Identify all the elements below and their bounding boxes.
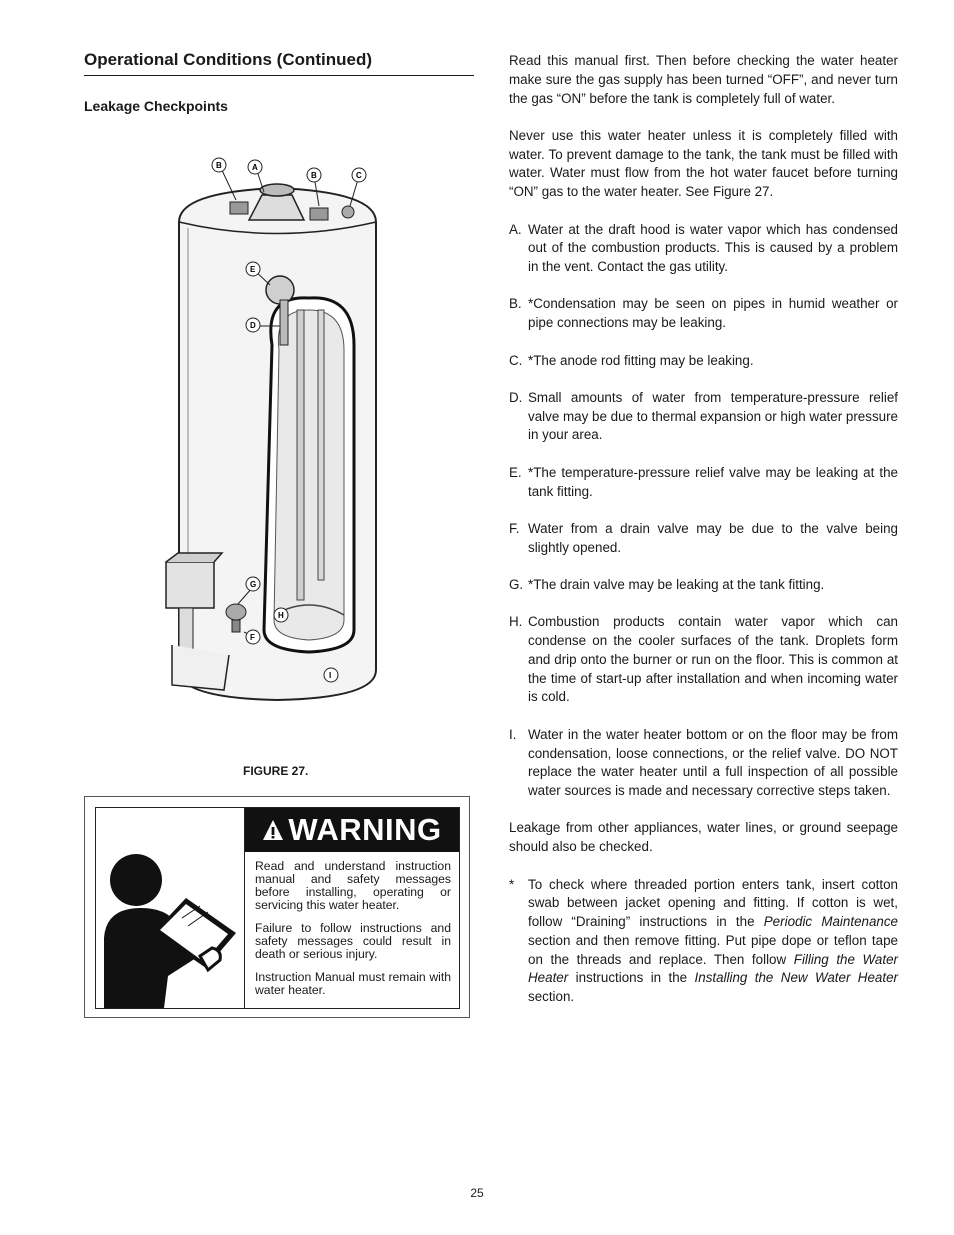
svg-text:D: D	[250, 321, 256, 330]
figure-caption: FIGURE 27.	[243, 764, 309, 778]
list-item: F. Water from a drain valve may be due to the valve being slightly opened.	[509, 520, 898, 555]
callout-h	[274, 608, 288, 622]
footnote: * To check where threaded portion enters tank, insert cotton swab between jacket opening and fitting. If cotton is wet, follow “Draining” instructions in the Periodic Maintenance section and then remove fitting. Put pipe dope or teflon tape on the threads and replace. Then follow Filling the Water Heater instructions in the Installing the New Water Heater section.	[509, 876, 898, 1005]
warning-header-text: WARNING	[288, 812, 442, 847]
list-item: C. *The anode rod fitting may be leaking.	[509, 352, 754, 368]
svg-text:H: H	[278, 611, 284, 620]
list-item: B. *Condensation may be seen on pipes in humid weather or pipe connections may be leaking.	[509, 296, 898, 331]
intro-paragraph-1: Read this manual first. Then before checking the water heater make sure the gas supply has been turned “OFF”, and never turn the gas “ON” before the tank is completely full of water.	[509, 53, 898, 106]
warning-paragraph-2: Failure to follow instructions and safety messages could result in death or serious injury.	[255, 921, 451, 961]
sub-title: Leakage Checkpoints	[84, 98, 228, 114]
list-item: H. Combustion products contain water vapor which can condense on the cooler surfaces of the tank. Droplets form and drip onto the burner or run on the floor. This is common at the time of start-up after installation and when incoming water is cold.	[509, 614, 898, 705]
warning-label-inner	[95, 807, 460, 1009]
warning-triangle-icon	[262, 819, 284, 841]
list-item: I. Water in the water heater bottom or on the floor may be from condensation, loose connections, or the relief valve. DO NOT replace the water heater until a full inspection of all possible water sources is made and necessary corrective steps taken.	[509, 726, 898, 799]
svg-text:G: G	[250, 580, 257, 589]
person-reading-manual-icon	[96, 808, 242, 1008]
water-heater-illustration	[84, 150, 474, 710]
warning-paragraph-1: Read and understand instruction manual and safety messages before installing, operating or servicing this water heater.	[255, 859, 451, 912]
right-column	[509, 52, 898, 1026]
water-heater-figure	[84, 150, 474, 710]
svg-text:B: B	[311, 171, 317, 180]
list-item: G. *The drain valve may be leaking at the tank fitting.	[509, 576, 825, 592]
svg-text:E: E	[250, 265, 256, 274]
svg-text:B: B	[216, 161, 222, 170]
warning-paragraph-3: Instruction Manual must remain with water heater.	[255, 970, 451, 997]
intro-paragraph-2: Never use this water heater unless it is completely filled with water. To prevent damage to the tank, the tank must be filled with water. Water must flow from the hot water faucet before turning “ON” gas to the water heater. See Figure 27.	[509, 127, 898, 200]
svg-text:C: C	[356, 171, 362, 180]
svg-text:F: F	[250, 633, 255, 642]
warning-label	[84, 796, 470, 1018]
svg-text:A: A	[252, 163, 258, 172]
warning-text	[255, 860, 451, 1007]
list-item: A. Water at the draft hood is water vapor which has condensed out of the combustion products. This is caused by a problem in the vent. Contact the gas utility.	[509, 221, 898, 275]
callout-i	[324, 668, 338, 682]
warning-header	[245, 808, 459, 852]
page-number: 25	[470, 1186, 484, 1200]
section-title: Operational Conditions (Continued)	[84, 50, 474, 76]
list-item: D. Small amounts of water from temperature-pressure relief valve may be due to thermal expansion or high water pressure in your area.	[509, 389, 898, 443]
outro-paragraph: Leakage from other appliances, water lines, or ground seepage should also be checked.	[509, 820, 898, 855]
svg-text:I: I	[329, 671, 332, 680]
left-column	[84, 50, 474, 114]
list-item: E. *The temperature-pressure relief valve may be leaking at the tank fitting.	[509, 464, 898, 499]
